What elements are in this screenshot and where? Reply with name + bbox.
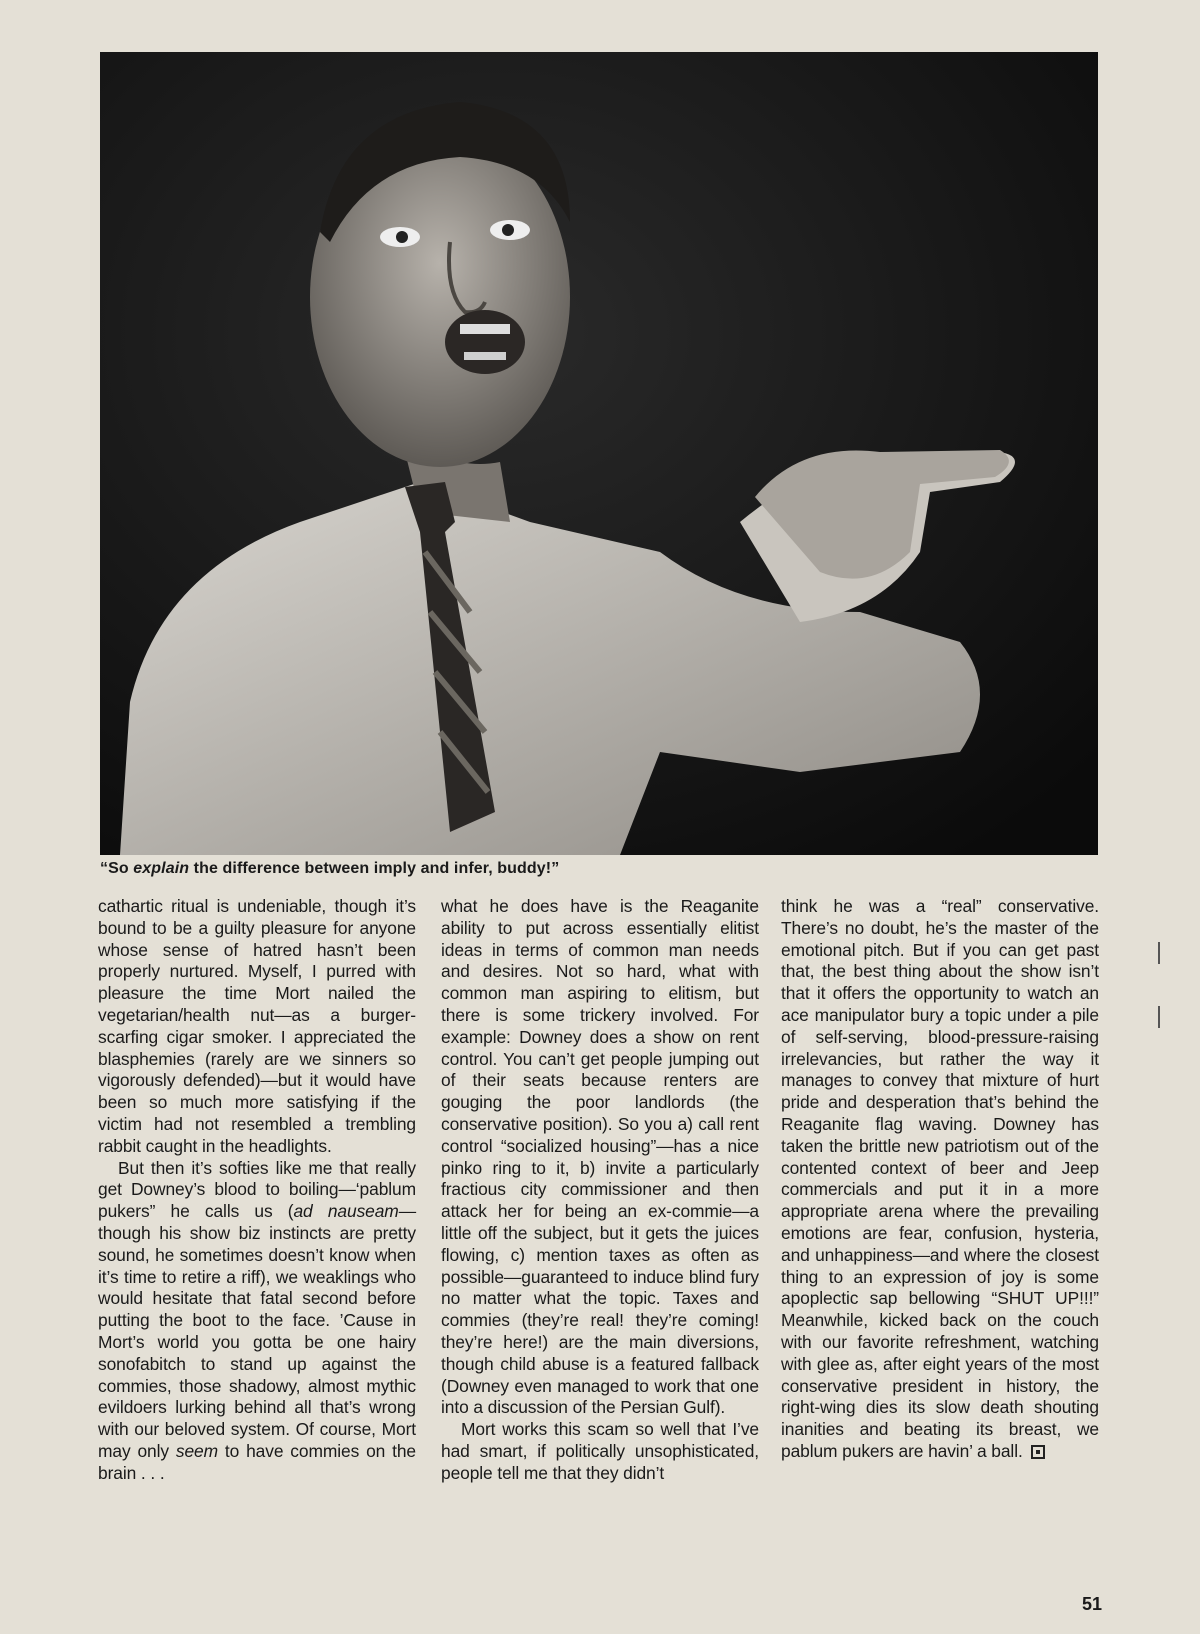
- margin-rule: [1158, 1006, 1160, 1028]
- paragraph: what he does have is the Reaganite ability to put across essentially elitist ideas in terms of common man needs and desires. Not so hard, what with common man aspiring to elitism, but there is some trickery involved. For example: Downey does a show on rent control. You can’t get people jumping out of their seats because renters are gouging the poor landlords (the conservative position). So you a) call rent control “socialized housing”—has a nice pinko ring to it, b) invite a particularly fractious city commissioner and then attack her for being an ex-commie—a little off the subject, but it gets the juices flowing, c) mention taxes as often as possible—guaranteed to induce blind fury no matter what the topic. Taxes and commies (they’re real! they’re coming! they’re here!) are the main diversions, though child abuse is a featured fallback (Downey even managed to work that one into a discussion of the Persian Gulf).: [441, 896, 759, 1418]
- photo-caption: [100, 860, 1098, 878]
- page-number: 51: [1081, 1594, 1102, 1614]
- paragraph: cathartic ritual is undeniable, though it’s bound to be a guilty pleasure for anyone whose sense of hatred hasn’t been properly nurtured. Myself, I purred with pleasure the time Mort nailed the vegetarian/health nut—as a burger-scarfing cigar smoker. I appreciated the blasphemies (rarely are we sinners so vigorously defended)—but it would have been so much more satisfying if the victim had not resembled a trembling rabbit caught in the headlights.: [98, 896, 416, 1156]
- paragraph: [98, 1158, 416, 1485]
- emphasis-text: ad nauseam: [293, 1201, 399, 1222]
- caption-emphasis: explain: [133, 860, 190, 877]
- paragraph: [781, 896, 1099, 1463]
- paragraph-text: think he was a “real” conservative. There’s no doubt, he’s the master of the emotional pitch. But if you can get past that, the best thing about the show isn’t that it offers the opportunity to watch an ace manipulator bury a topic under a pile of self-serving, blood-pressure-raising irrelevancies, but rather the way it manages to convey that mixture of hurt pride and desperation that’s behind the Reaganite flag waving. Downey has taken the brittle new patriotism out of the contented context of beer and Jeep commercials and put it in a more appropriate arena where the prevailing emotions are fear, confusion, hysteria, and unhappiness—and where the closest thing to an expression of joy is some apoplectic sap bellowing “SHUT UP!!!” Meanwhile, kicked back on the couch with our favorite refreshment, watching with glee as, after eight years of the most conservative president in history, the right-wing dies its slow death shouting inanities and beating its breast, we pablum pukers are havin’ a ball.: [781, 896, 1099, 1461]
- caption-lead: “So: [100, 860, 134, 877]
- paragraph-text: —though his show biz instincts are pretty sound, he sometimes doesn’t know when it’s time to retire a riff), we weaklings who would hesitate that fatal second before putting the boot to the face. ’Cause in Mort’s world you gotta be one hairy sonofabitch to stand up against the commies, those shadowy, almost mythic evildoers lurking behind all that’s wrong with our beloved system. Of course, Mort may only: [98, 1201, 416, 1461]
- paragraph-text: But then it’s softies like me that really get Downey’s blood to boiling—‘pablum pukers” he calls us (: [98, 1157, 416, 1222]
- paragraph-text: to have commies on the brain . . .: [98, 1440, 416, 1483]
- photo-illustration: [100, 52, 1098, 855]
- paragraph: Mort works this scam so well that I’ve had smart, if politically unsophisticated, people tell me that they didn’t: [441, 1419, 759, 1483]
- emphasis-text: seem: [175, 1440, 218, 1461]
- article-column-2: [441, 896, 759, 1485]
- article-column-3: [781, 896, 1099, 1463]
- end-of-article-icon: [1031, 1445, 1045, 1459]
- caption-rest: the difference between imply and infer, buddy!”: [189, 860, 560, 877]
- margin-rule: [1158, 942, 1160, 964]
- article-column-1: [98, 896, 416, 1485]
- man-pointing-photo: [100, 52, 1098, 855]
